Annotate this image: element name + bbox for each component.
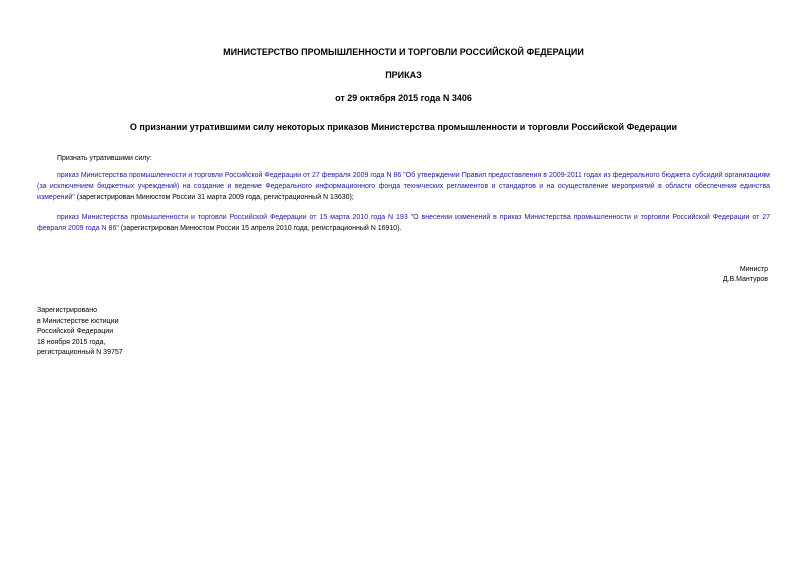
order-193-link[interactable]: приказ Министерства промышленности и торговли Российской Федерации от 15 марта 2010 года N 193 "О внесении изменений в приказ Министерства промышленности и торговли Российской Федерации от 27 февраля 2009 года N 86" (37, 214, 770, 232)
registration-line: Зарегистрировано (37, 307, 97, 314)
repealed-order-item (37, 170, 770, 203)
intro-paragraph: Признать утратившими силу: (57, 155, 152, 162)
registration-line: 18 ноября 2015 года, (37, 338, 106, 346)
order-86-link[interactable]: приказ Министерства промышленности и торговли Российской Федерации от 27 февраля 2009 года N 86 "Об утверждении Правил предоставления в 2009-2011 годах из федерального бюджета субсидий организациям (за исключением бюджетных учреждений) на создание и ведение Федерального информационного фонда технических регламентов и стандартов и на осуществление мероприятий в области обеспечения единства измерений" (37, 172, 770, 201)
registration-line: в Министерстве юстиции (37, 317, 119, 325)
order-subject: О признании утратившими силу некоторых приказов Министерства промышленности и торговли Российской Федерации (129, 122, 678, 132)
registration-line: Российской Федерации (37, 328, 114, 335)
order-86-registration-text: (зарегистрирован Минюстом России 31 марта 2009 года, регистрационный N 13630); (74, 194, 354, 201)
signatory-name: Д.В.Мантуров (722, 276, 768, 283)
signatory-title: Министр (739, 266, 768, 273)
registration-block (37, 306, 123, 359)
ministry-heading: МИНИСТЕРСТВО ПРОМЫШЛЕННОСТИ И ТОРГОВЛИ РОССИЙСКОЙ ФЕДЕРАЦИИ (223, 47, 584, 57)
repealed-order-item (37, 212, 770, 234)
order-193-registration-text: (зарегистрирован Минюстом России 15 апреля 2010 года, регистрационный N 16910). (118, 225, 402, 232)
document-type-heading: ПРИКАЗ (385, 70, 422, 80)
order-date-number: от 29 октября 2015 года N 3406 (335, 93, 472, 103)
registration-line: регистрационный N 39757 (37, 349, 123, 356)
